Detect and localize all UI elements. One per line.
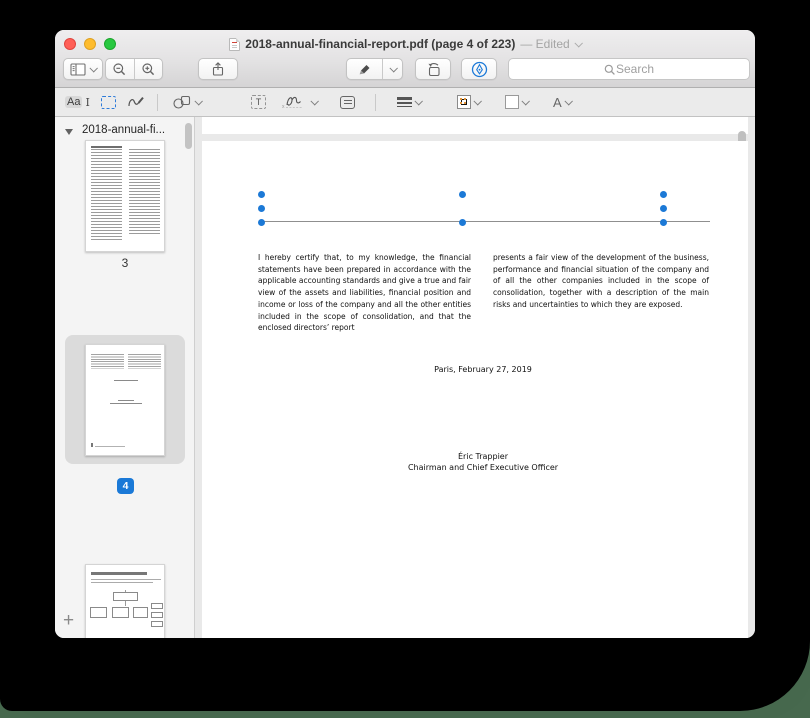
thumbnail-page-5[interactable]	[85, 564, 165, 638]
line-style-tool[interactable]	[397, 92, 421, 112]
selection-handle[interactable]	[660, 219, 667, 226]
edited-label: — Edited	[520, 37, 570, 51]
selection-handle[interactable]	[459, 191, 466, 198]
date-line: Paris, February 27, 2019	[434, 365, 532, 374]
signatory-title: Chairman and Chief Executive Officer	[407, 463, 559, 472]
text-tool-icon	[251, 95, 266, 109]
sketch-icon	[127, 94, 146, 110]
annotation-rule-line[interactable]	[263, 221, 710, 222]
titlebar[interactable]	[55, 30, 755, 56]
text-selection-tool[interactable]	[65, 92, 90, 112]
selection-handle[interactable]	[459, 219, 466, 226]
chevron-down-icon	[310, 97, 318, 105]
selection-handle[interactable]	[258, 205, 265, 212]
thumbnail-page-4[interactable]	[85, 344, 165, 456]
title-menu-chevron-icon[interactable]	[574, 39, 582, 47]
signature-block	[218, 451, 748, 473]
text-cursor-icon: I	[85, 95, 90, 109]
window-title: 2018-annual-financial-report.pdf (page 4 of 223)	[245, 37, 516, 51]
rotate-left-icon	[425, 62, 442, 77]
current-page-badge: 4	[117, 478, 134, 494]
border-color-icon	[457, 95, 471, 109]
selection-handle[interactable]	[258, 219, 265, 226]
note-icon	[340, 96, 355, 109]
certification-left-column: I hereby certify that, to my knowledge, the financial statements have been prepared in accordance with the applicable accounting standards and give a true and fair view of the assets and liabilities, financial position and income or loss of the company and all the other entities included in the scope of consolidation, and that the enclosed directors’ report	[258, 253, 471, 333]
text-selection-label: Aa	[67, 96, 81, 108]
sidebar-filename: 2018-annual-fi...	[82, 124, 166, 136]
fill-color-tool[interactable]	[505, 92, 528, 112]
thumbnail-page-3[interactable]	[85, 140, 165, 252]
text-tool-label: T	[255, 97, 262, 107]
chevron-down-icon	[564, 97, 572, 105]
chevron-down-icon	[194, 97, 202, 105]
pdf-document-icon	[229, 38, 240, 51]
chevron-down-icon	[521, 97, 529, 105]
zoom-segmented-control	[105, 58, 163, 80]
share-button[interactable]	[198, 58, 238, 80]
signatory-name: Éric Trappier	[458, 452, 508, 461]
markup-toolbar	[55, 88, 755, 117]
selection-handle[interactable]	[258, 191, 265, 198]
plus-icon: +	[63, 610, 75, 631]
text-tool[interactable]	[251, 92, 266, 112]
text-style-tool[interactable]	[553, 92, 571, 112]
border-color-tool[interactable]	[457, 92, 480, 112]
chevron-down-icon	[414, 97, 422, 105]
highlight-split-button	[346, 58, 403, 80]
chevron-down-icon	[473, 97, 481, 105]
rotate-left-button[interactable]	[415, 58, 451, 80]
disclosure-triangle-icon[interactable]	[65, 129, 73, 135]
markup-toolbar-toggle-button[interactable]	[461, 58, 497, 80]
sidebar-toggle-button[interactable]	[63, 58, 103, 80]
share-icon	[210, 61, 226, 77]
sidebar-panel-icon	[70, 63, 86, 76]
text-style-icon: A	[553, 94, 562, 110]
zoom-in-icon	[141, 62, 156, 77]
preview-window	[55, 30, 755, 638]
line-weight-icon	[397, 97, 412, 108]
zoom-out-button[interactable]	[106, 59, 134, 79]
rect-selection-icon	[101, 96, 116, 109]
document-view	[195, 117, 755, 638]
sketch-tool[interactable]	[127, 92, 146, 112]
fill-color-icon	[505, 95, 519, 109]
chevron-down-icon	[389, 64, 397, 72]
certification-right-column: presents a fair view of the development of the business, performance and financial situation of the company and of all the other companies included in the scope of consolidation, together with a description of the main risks and uncertainties to which they are exposed.	[493, 253, 709, 309]
rect-selection-tool[interactable]	[101, 92, 116, 112]
selection-handle[interactable]	[660, 205, 667, 212]
add-page-button[interactable]	[63, 611, 74, 630]
shapes-tool[interactable]	[172, 92, 201, 112]
page-4	[202, 141, 748, 638]
zoom-out-icon	[112, 62, 127, 77]
toolbar-divider	[375, 94, 376, 111]
signature-icon	[282, 94, 308, 110]
search-field[interactable]	[508, 58, 750, 80]
selection-handle[interactable]	[660, 191, 667, 198]
highlighter-icon	[357, 62, 373, 76]
thumbnail-sidebar	[55, 117, 195, 638]
markup-pen-icon	[471, 61, 488, 78]
content-area	[55, 117, 755, 638]
toolbar-divider	[157, 94, 158, 111]
note-tool[interactable]	[340, 92, 355, 112]
highlight-dropdown-button[interactable]	[383, 59, 402, 79]
svg-text:x: x	[282, 104, 285, 110]
search-input[interactable]	[509, 59, 749, 79]
page-3-bottom-edge	[202, 117, 748, 134]
signature-tool[interactable]	[282, 92, 317, 112]
page-number-label: 3	[121, 256, 129, 270]
zoom-in-button[interactable]	[135, 59, 163, 79]
highlight-button[interactable]	[347, 59, 382, 79]
sidebar-scrollbar[interactable]	[185, 123, 192, 149]
shapes-icon	[172, 94, 192, 110]
chevron-down-icon	[89, 64, 97, 72]
window-chrome	[55, 30, 755, 88]
